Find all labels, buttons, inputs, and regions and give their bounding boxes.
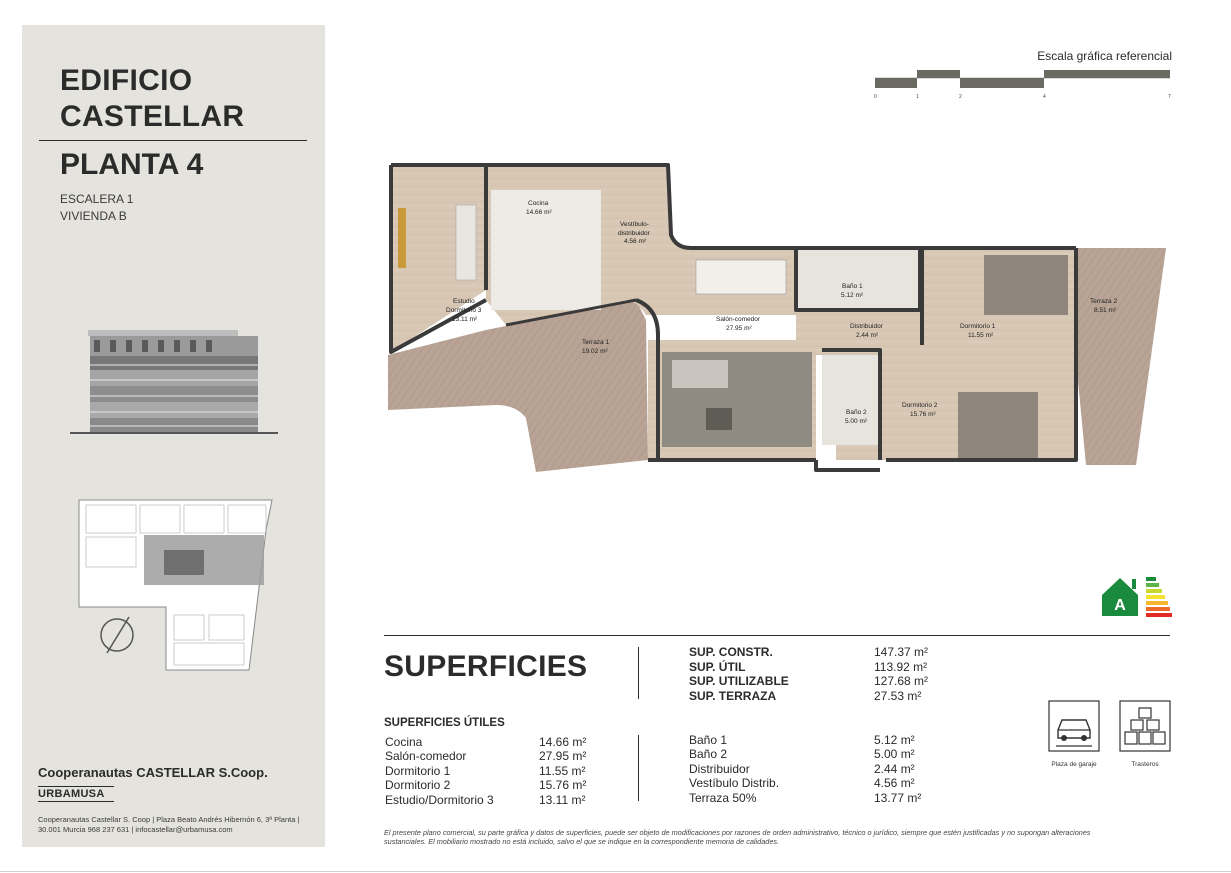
list-item [689, 791, 921, 805]
area-value: 27.95 m² [539, 749, 587, 764]
unit-label: VIVIENDA B [60, 209, 127, 223]
legal-footnote [384, 828, 1184, 846]
scale-tick: 1 [916, 94, 919, 100]
room-label-vestibulo-2: distribuidor [618, 230, 650, 237]
area-value: 4.56 m² [874, 776, 915, 791]
urbamusa-logo: URBAMUSA [38, 788, 105, 800]
totals-label: SUP. TERRAZA [689, 688, 777, 703]
car-icon [1048, 700, 1100, 752]
address-line: Cooperanautas Castellar S. Coop | Plaza Beato Andrés Hibernón 6, 3ª Planta | [38, 815, 300, 824]
scale-tick: 7 [1168, 94, 1171, 100]
area-value: 2.44 m² [874, 761, 915, 776]
floor-plan [386, 160, 1171, 475]
room-label-vestibulo: Vestíbulo- [620, 221, 649, 228]
totals-row [689, 660, 928, 675]
room-area-cocina: 14.66 m² [526, 209, 552, 216]
room-area-terraza-1: 19.02 m² [582, 348, 608, 355]
area-value: 13.11 m² [539, 792, 586, 807]
list-item [385, 764, 586, 778]
building-elevation-image [70, 320, 280, 445]
list-item [689, 733, 921, 747]
storage-label: Trasteros [1131, 761, 1159, 768]
area-label: Cocina [385, 735, 423, 749]
totals-value: 27.53 m² [874, 688, 922, 703]
footnote-line: El presente plano comercial, su parte gráfica y datos de superficies, puede ser objeto de modificaciones por razones de orden administrativo, técnico o jurídico, siempre que estén justificadas y no supongan alteraciones [384, 828, 1091, 837]
scale-bar [875, 70, 1173, 94]
room-label-estudio: Estudio [453, 298, 475, 305]
area-value: 5.00 m² [874, 747, 915, 762]
scale-tick: 2 [959, 94, 962, 100]
totals-row [689, 674, 928, 689]
room-label-bano-1: Baño 1 [842, 283, 863, 290]
room-label-cocina: Cocina [528, 200, 549, 207]
room-label-dormitorio-2: Dormitorio 2 [902, 402, 938, 409]
room-area-estudio: 13.11 m² [452, 316, 478, 323]
cooperative-name: Cooperanautas CASTELLAR S.Coop. [38, 765, 268, 780]
area-label: Terraza 50% [689, 790, 757, 805]
list-item [385, 735, 586, 749]
totals-value: 127.68 m² [874, 674, 929, 688]
stair-label: ESCALERA 1 [60, 192, 134, 206]
building-title-line1: EDIFICIO [60, 64, 193, 97]
totals-label: SUP. UTILIZABLE [689, 674, 789, 688]
divider [39, 140, 307, 141]
room-area-dormitorio-1: 11.55 m² [968, 332, 994, 339]
scale-tick: 0 [874, 94, 877, 100]
room-label-terraza-2: Terraza 2 [1090, 298, 1118, 305]
room-label-dormitorio-1: Dormitorio 1 [960, 323, 996, 330]
totals-label: SUP. ÚTIL [689, 659, 746, 674]
scale-tick: 4 [1043, 94, 1046, 100]
boxes-icon [1119, 700, 1171, 752]
room-label-distribuidor: Distribuidor [850, 323, 883, 330]
garage-label: Plaza de garaje [1051, 761, 1097, 768]
divider [638, 735, 639, 801]
energy-rating-letter: A [1114, 597, 1126, 614]
totals-label: SUP. CONSTR. [689, 645, 773, 659]
room-label-estudio-2: Dormitorio 3 [446, 307, 482, 314]
area-value: 11.55 m² [539, 763, 586, 778]
area-label: Dormitorio 1 [385, 763, 451, 778]
floor-title: PLANTA 4 [60, 148, 204, 181]
room-area-dormitorio-2: 15.76 m² [910, 411, 936, 418]
area-label: Baño 1 [689, 733, 728, 747]
room-label-bano-2: Baño 2 [846, 409, 867, 416]
footnote-line: sustanciales. El mobiliario mostrado no está incluido, salvo el que se indique en la correspondiente memoria de calidades. [384, 837, 780, 846]
building-title [60, 63, 244, 135]
utiles-list-right [689, 733, 921, 805]
list-item [689, 762, 921, 776]
area-label: Baño 2 [689, 747, 728, 762]
utiles-list-left [385, 735, 586, 807]
area-value: 15.76 m² [539, 778, 587, 793]
room-area-distribuidor: 2.44 m² [856, 332, 879, 339]
area-value: 13.77 m² [874, 790, 922, 805]
amenity-storage [1117, 700, 1173, 768]
room-area-bano-2: 5.00 m² [845, 418, 868, 425]
totals-value: 113.92 m² [874, 659, 928, 674]
area-value: 5.12 m² [874, 733, 915, 747]
sidebar-panel [22, 25, 325, 847]
amenity-garage [1046, 700, 1102, 768]
energy-rating-badge [1100, 575, 1172, 619]
list-item [385, 793, 586, 807]
area-label: Distribuidor [689, 761, 750, 776]
room-area-bano-1: 5.12 m² [841, 292, 864, 299]
room-area-vestibulo: 4.56 m² [624, 238, 647, 245]
totals-row [689, 645, 928, 660]
room-area-salon: 27.95 m² [726, 325, 752, 332]
list-item [385, 749, 586, 763]
totals-row [689, 689, 928, 704]
utiles-heading: SUPERFICIES ÚTILES [384, 717, 505, 729]
totals-table [689, 645, 928, 703]
key-plan-image [74, 495, 274, 675]
room-label-salon: Salón-comedor [716, 316, 761, 323]
area-label: Vestíbulo Distrib. [689, 776, 780, 791]
scale-label: Escala gráfica referencial [1037, 49, 1172, 63]
divider [638, 647, 639, 699]
room-label-terraza-1: Terraza 1 [582, 339, 610, 346]
list-item [385, 778, 586, 792]
area-label: Estudio/Dormitorio 3 [385, 792, 494, 807]
area-label: Dormitorio 2 [385, 778, 451, 793]
room-area-terraza-2: 8.51 m² [1094, 307, 1117, 314]
superficies-heading: SUPERFICIES [384, 650, 588, 683]
list-item [689, 747, 921, 761]
section-divider [384, 635, 1170, 636]
area-value: 14.66 m² [539, 735, 587, 749]
address-line: 30.001 Murcia 968 237 631 | infocastellar@urbamusa.com [38, 825, 233, 834]
contact-address [38, 815, 318, 835]
area-label: Salón-comedor [385, 749, 467, 764]
page-bottom-border [0, 871, 1231, 872]
totals-value: 147.37 m² [874, 645, 929, 659]
list-item [689, 776, 921, 790]
building-title-line2: CASTELLAR [60, 100, 245, 133]
